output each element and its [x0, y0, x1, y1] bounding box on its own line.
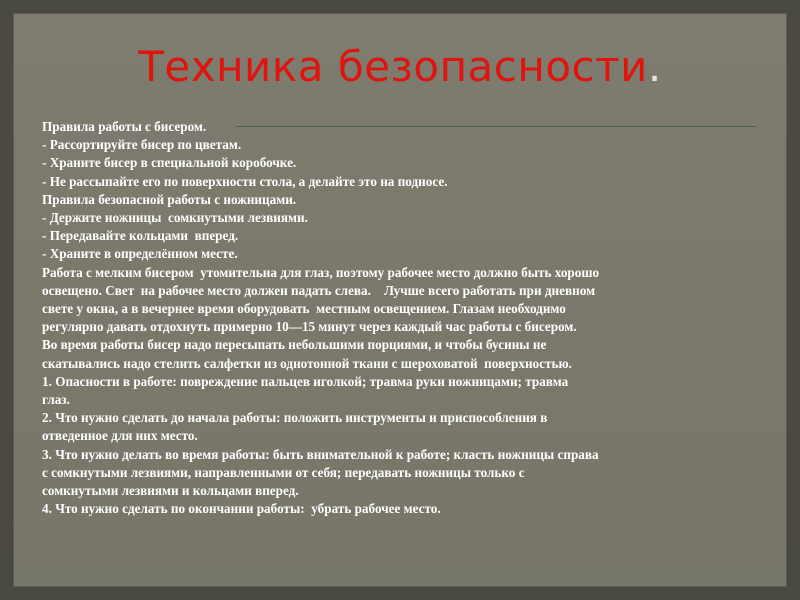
body-line: - Держите ножницы сомкнутыми лезвиями.: [42, 210, 308, 226]
slide-title-period: .: [647, 42, 662, 91]
body-line: свете у окна, а в вечернее время оборудовать местным освещением. Глазам необходимо: [42, 301, 566, 317]
body-line: 1. Опасности в работе: повреждение пальцев иголкой; травма руки ножницами; травма: [42, 373, 569, 389]
body-line: - Рассортируйте бисер по цветам.: [42, 137, 242, 153]
body-line: - Храните в определённом месте.: [42, 246, 238, 262]
body-line: освещено. Свет на рабочее место должен падать слева. Лучше всего работать при дневном: [42, 282, 596, 298]
body-line: 3. Что нужно делать во время работы: быть внимательной к работе; класть ножницы справа: [42, 446, 599, 462]
body-line: скатывались надо стелить салфетки из однотонной ткани с шероховатой поверхностью.: [42, 355, 572, 371]
slide-body-text: [42, 118, 764, 518]
body-line: сомкнутыми лезвиями и кольцами вперед.: [42, 483, 299, 499]
body-line: глаз.: [42, 392, 70, 408]
body-line: Правила работы с бисером.: [42, 119, 207, 134]
body-line: регулярно давать отдохнуть примерно 10—15 минут через каждый час работы с бисером.: [42, 319, 577, 335]
body-line: Правила безопасной работы с ножницами.: [42, 191, 297, 207]
body-line: - Передавайте кольцами вперед.: [42, 228, 239, 244]
slide-panel: [13, 13, 787, 587]
slide-title: [14, 42, 786, 91]
body-line: 4. Что нужно сделать по окончании работы: убрать рабочее место.: [42, 501, 441, 517]
slide-title-text: Техника безопасности: [138, 42, 648, 91]
body-line: 2. Что нужно сделать до начала работы: положить инструменты и приспособления в: [42, 410, 548, 426]
body-line: с сомкнутыми лезвиями, направленными от себя; передавать ножницы только с: [42, 464, 525, 480]
body-line: - Не рассыпайте его по поверхности стола, а делайте это на подносе.: [42, 173, 448, 189]
body-line: отведенное для них место.: [42, 428, 198, 444]
body-line: - Храните бисер в специальной коробочке.: [42, 155, 297, 171]
body-line: Во время работы бисер надо пересыпать небольшими порциями, и чтобы бусины не: [42, 337, 547, 353]
body-line: Работа с мелким бисером утомительна для глаз, поэтому рабочее место должно быть хорошо: [42, 264, 600, 280]
